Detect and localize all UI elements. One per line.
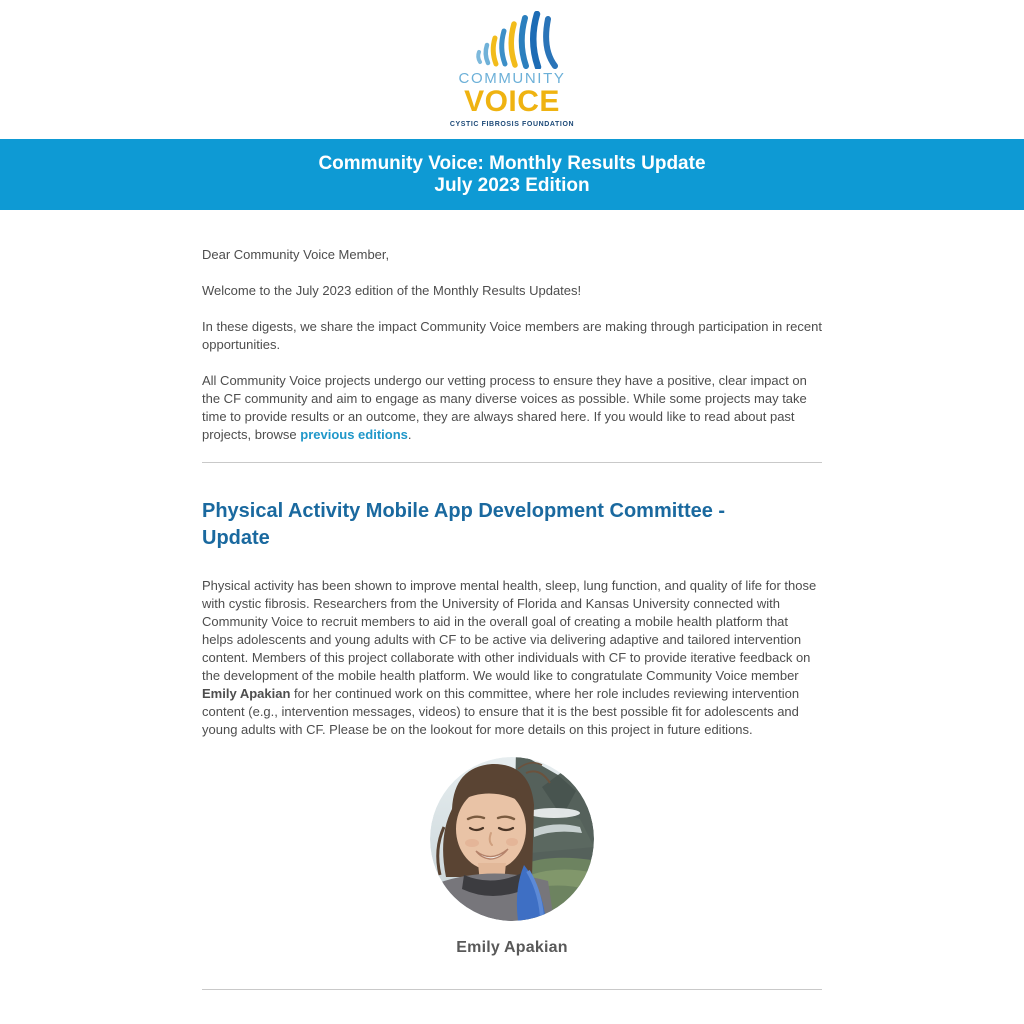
section-body-paragraph — [202, 577, 822, 739]
member-photo — [430, 757, 594, 921]
community-voice-logo — [450, 11, 574, 128]
section-divider-top — [202, 462, 822, 463]
newsletter-body — [202, 210, 822, 990]
vetting-suffix: . — [407, 427, 412, 442]
newsletter-header — [0, 0, 1024, 139]
section-body-after-name: for her continued work on this committee, where her role includes reviewing intervention content (e.g., intervention messages, videos) to ensure that it is the best possible fit for adolescents and young adults with CF. Please be on the lookout for more details on this project in future editions. — [202, 686, 800, 737]
community-voice-waves-icon — [466, 11, 558, 69]
logo-foundation-text: CYSTIC FIBROSIS FOUNDATION — [449, 121, 575, 128]
member-photo-illustration — [430, 757, 594, 921]
greeting-paragraph: Dear Community Voice Member, — [202, 247, 390, 262]
vetting-paragraph — [202, 372, 822, 444]
section-divider-bottom — [202, 989, 822, 990]
section-body-before-name: Physical activity has been shown to improve mental health, sleep, lung function, and quality of life for those with cystic fibrosis. Researchers from the University of Florida and Kansas University connected with Community Voice to recruit members to aid in the overall goal of creating a mobile health platform that helps adolescents and young adults with CF to be active via delivering adaptive and tailored intervention content. Members of this project collaborate with other individuals with CF to provide iterative feedback on the development of the mobile health platform. We would like to congratulate Community Voice member — [202, 578, 817, 683]
logo-community-text: COMMUNITY — [458, 70, 566, 87]
newsletter-title-banner — [0, 139, 1024, 210]
logo-voice-text: VOICE — [464, 85, 560, 118]
member-name-bold: Emily Apakian — [202, 686, 291, 701]
welcome-paragraph: Welcome to the July 2023 edition of the Monthly Results Updates! — [202, 283, 582, 298]
photo-caption: Emily Apakian — [456, 939, 568, 956]
digests-paragraph: In these digests, we share the impact Community Voice members are making through participation in recent opportunities. — [202, 319, 822, 352]
member-photo-container — [202, 757, 822, 926]
banner-title-line2: July 2023 Edition — [434, 174, 590, 196]
vetting-text: All Community Voice projects undergo our vetting process to ensure they have a positive, clear impact on the CF community and aim to engage as many diverse voices as possible. While some projects may take time to provide results or an outcome, they are always shared here. If you would like to read about past projects, browse — [202, 373, 807, 442]
previous-editions-link[interactable]: previous editions — [300, 427, 408, 442]
section-heading: Physical Activity Mobile App Development Committee - Update — [202, 500, 726, 549]
banner-title-line1: Community Voice: Monthly Results Update — [318, 152, 706, 174]
